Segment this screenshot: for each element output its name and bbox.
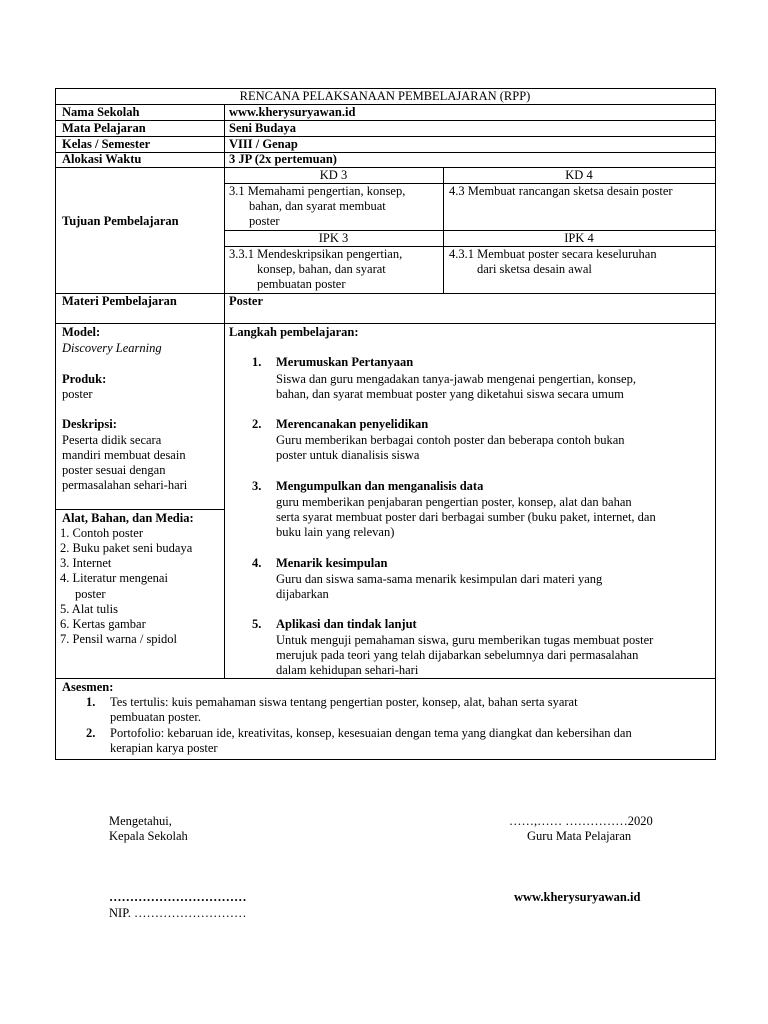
step-title: Menarik kesimpulan: [276, 556, 388, 570]
sign-dots-line: ……………………………: [109, 890, 247, 904]
value-nama-sekolah: www.kherysuryawan.id: [229, 105, 356, 119]
deskripsi-line: mandiri membuat desain: [62, 448, 186, 462]
kd3-text: poster: [249, 214, 280, 228]
label-alat-bahan-media: Alat, Bahan, dan Media:: [62, 511, 194, 525]
step-title: Mengumpulkan dan menganalisis data: [276, 479, 484, 493]
value-mata-pelajaran: Seni Budaya: [229, 121, 297, 135]
ipk4-header: IPK 4: [564, 231, 594, 245]
alat-item: 6. Kertas gambar: [60, 617, 146, 631]
label-materi: Materi Pembelajaran: [62, 294, 177, 308]
sign-nip: NIP. ………………………: [109, 906, 247, 920]
alat-item: poster: [75, 587, 106, 601]
step-title: Merumuskan Pertanyaan: [276, 355, 414, 369]
label-deskripsi: Deskripsi:: [62, 417, 117, 431]
label-tujuan-pembelajaran: Tujuan Pembelajaran: [62, 214, 179, 228]
ipk3-text: pembuatan poster: [257, 277, 346, 291]
sign-kepala-sekolah: Kepala Sekolah: [109, 829, 188, 843]
value-model: Discovery Learning: [62, 341, 162, 355]
alat-item: 5. Alat tulis: [60, 602, 118, 616]
asesmen-line: Portofolio: kebaruan ide, kreativitas, konsep, kesesuaian dengan tema yang diangkat dan kebersihan dan: [110, 726, 632, 740]
label-asesmen: Asesmen:: [62, 680, 114, 694]
value-produk: poster: [62, 387, 93, 401]
ipk4-text: dari sketsa desain awal: [477, 262, 592, 276]
step-line: Guru dan siswa sama-sama menarik kesimpulan dari materi yang: [276, 572, 603, 586]
sign-date: ……,…… ……………2020: [509, 814, 653, 828]
ipk3-header: IPK 3: [318, 231, 349, 245]
ipk4-text: 4.3.1 Membuat poster secara keseluruhan: [449, 247, 657, 261]
step-number: 3.: [252, 479, 262, 493]
step-line: buku lain yang relevan): [276, 525, 395, 539]
value-kelas-semester: VIII / Genap: [229, 137, 298, 151]
ipk3-text: konsep, bahan, dan syarat: [257, 262, 386, 276]
step-number: 5.: [252, 617, 262, 631]
step-number: 4.: [252, 556, 262, 570]
step-number: 1.: [252, 355, 262, 369]
label-kelas-semester: Kelas / Semester: [62, 137, 151, 151]
label-mata-pelajaran: Mata Pelajaran: [62, 121, 146, 135]
label-alokasi-waktu: Alokasi Waktu: [62, 152, 142, 166]
value-materi: Poster: [229, 294, 264, 308]
kd3-text: bahan, dan syarat membuat: [249, 199, 386, 213]
label-nama-sekolah: Nama Sekolah: [62, 105, 140, 119]
sign-website: www.kherysuryawan.id: [514, 890, 641, 904]
step-line: poster untuk dianalisis siswa: [276, 448, 420, 462]
step-line: merujuk pada teori yang telah dijabarkan sebelumnya dari permasalahan: [276, 648, 639, 662]
alat-item: 7. Pensil warna / spidol: [60, 632, 178, 646]
alat-item: 2. Buku paket seni budaya: [60, 541, 193, 555]
deskripsi-line: permasalahan sehari-hari: [62, 478, 188, 492]
kd4-header: KD 4: [565, 168, 593, 182]
alat-item: 1. Contoh poster: [60, 526, 143, 540]
deskripsi-line: Peserta didik secara: [62, 433, 162, 447]
step-line: Untuk menguji pemahaman siswa, guru memberikan tugas membuat poster: [276, 633, 654, 647]
step-line: bahan, dan syarat membuat poster yang diketahui siswa secara umum: [276, 387, 624, 401]
asesmen-number: 2.: [86, 726, 96, 740]
label-model: Model:: [62, 325, 101, 339]
sign-mengetahui: Mengetahui,: [109, 814, 172, 828]
asesmen-number: 1.: [86, 695, 96, 709]
label-langkah: Langkah pembelajaran:: [229, 325, 359, 339]
document-title: RENCANA PELAKSANAAN PEMBELAJARAN (RPP): [239, 89, 531, 103]
value-alokasi-waktu: 3 JP (2x pertemuan): [229, 152, 337, 166]
step-title: Merencanakan penyelidikan: [276, 417, 429, 431]
kd4-text: 4.3 Membuat rancangan sketsa desain poster: [449, 184, 673, 198]
kd3-text: 3.1 Memahami pengertian, konsep,: [229, 184, 406, 198]
ipk3-text: 3.3.1 Mendeskripsikan pengertian,: [229, 247, 403, 261]
step-line: Siswa dan guru mengadakan tanya-jawab mengenai pengertian, konsep,: [276, 372, 636, 386]
asesmen-line: pembuatan poster.: [110, 710, 201, 724]
label-produk: Produk:: [62, 372, 107, 386]
alat-item: 3. Internet: [60, 556, 112, 570]
step-line: dijabarkan: [276, 587, 329, 601]
step-number: 2.: [252, 417, 262, 431]
asesmen-line: Tes tertulis: kuis pemahaman siswa tentang pengertian poster, konsep, alat, bahan serta syarat: [110, 695, 578, 709]
alat-item: 4. Literatur mengenai: [60, 571, 168, 585]
deskripsi-line: poster sesuai dengan: [62, 463, 166, 477]
step-line: Guru memberikan berbagai contoh poster dan beberapa contoh bukan: [276, 433, 625, 447]
step-line: guru memberikan penjabaran pengertian poster, konsep, alat dan bahan: [276, 495, 632, 509]
sign-guru-mapel: Guru Mata Pelajaran: [527, 829, 632, 843]
step-line: serta syarat membuat poster dari berbagai sumber (buku paket, internet, dan: [276, 510, 656, 524]
step-line: dalam kehidupan sehari-hari: [276, 663, 419, 677]
asesmen-line: kerapian karya poster: [110, 741, 218, 755]
kd3-header: KD 3: [319, 168, 348, 182]
step-title: Aplikasi dan tindak lanjut: [276, 617, 417, 631]
